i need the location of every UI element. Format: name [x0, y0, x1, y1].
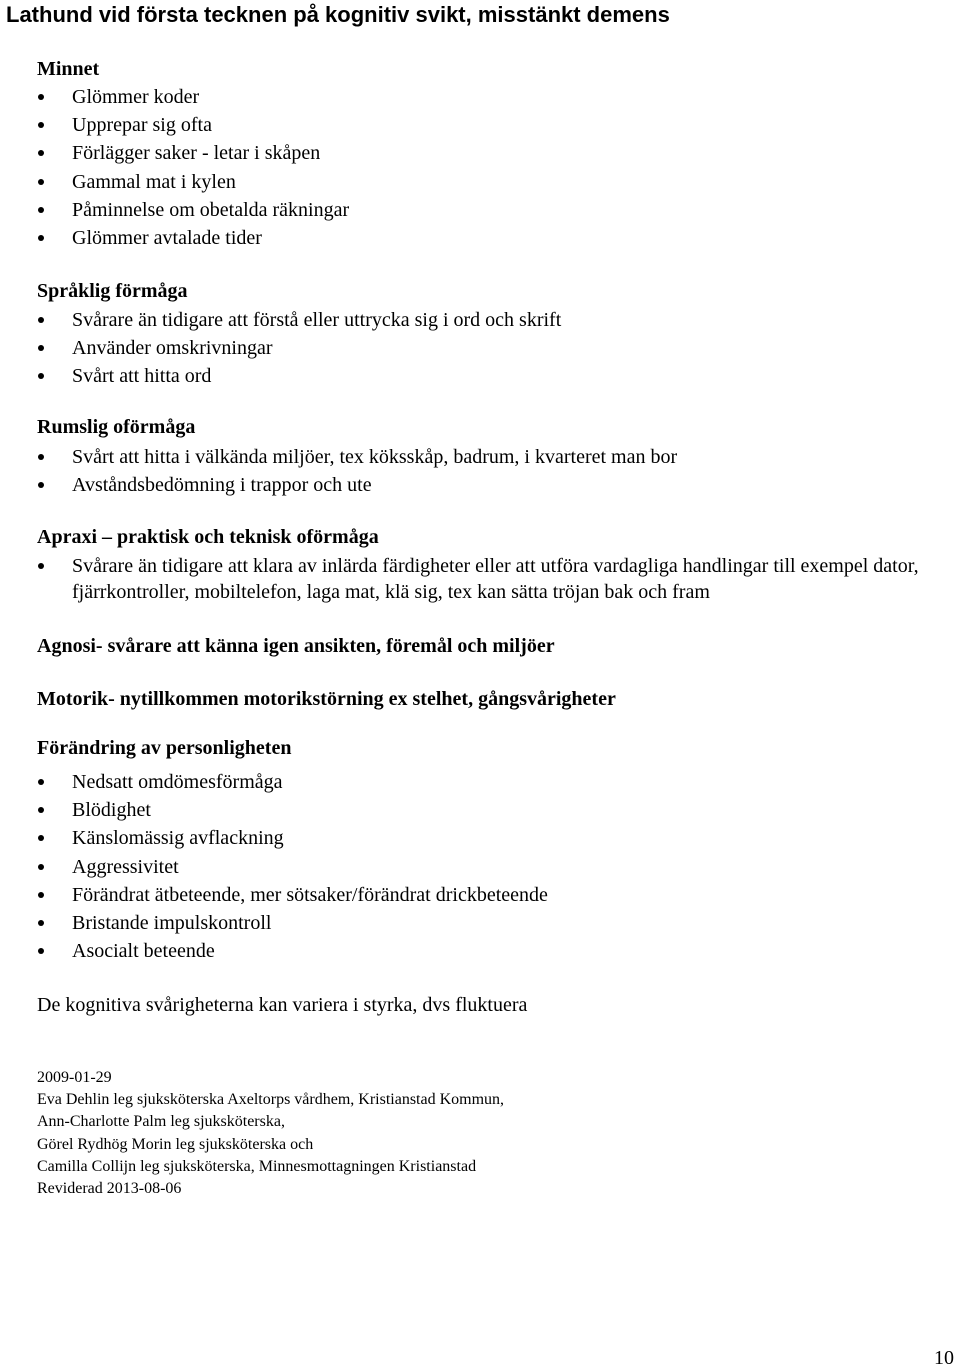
list-item: Svårt att hitta ord: [37, 362, 561, 390]
heading-agnosi: Agnosi- svårare att känna igen ansikten, föremål och miljöer: [37, 635, 555, 657]
heading-rumslig: Rumslig oförmåga: [37, 416, 196, 438]
heading-motorik: Motorik- nytillkommen motorikstörning ex stelhet, gångsvårigheter: [37, 688, 616, 710]
list-item: Blödighet: [37, 796, 548, 824]
heading-personlighet: Förändring av personligheten: [37, 737, 292, 759]
list-item: Asocialt beteende: [37, 937, 548, 965]
list-item: Nedsatt omdömesförmåga: [37, 768, 548, 796]
list-item: Aggressivitet: [37, 853, 548, 881]
footer-author-line: Camilla Collijn leg sjuksköterska, Minnesmottagningen Kristianstad: [37, 1157, 477, 1175]
list-item: Glömmer avtalade tider: [37, 224, 349, 252]
list-sprak: [37, 306, 561, 391]
list-item: Svårt att hitta i välkända miljöer, tex köksskåp, badrum, i kvarteret man bor: [37, 443, 677, 471]
list-item: Känslomässig avflackning: [37, 824, 548, 852]
list-item: Använder omskrivningar: [37, 334, 561, 362]
list-item: Förlägger saker - letar i skåpen: [37, 139, 349, 167]
list-rumslig: [37, 443, 677, 499]
heading-minnet: Minnet: [37, 58, 100, 80]
list-item: Upprepar sig ofta: [37, 111, 349, 139]
footer-author-line: Görel Rydhög Morin leg sjuksköterska och: [37, 1135, 314, 1153]
list-item: Påminnelse om obetalda räkningar: [37, 196, 349, 224]
list-item: Avståndsbedömning i trappor och ute: [37, 471, 677, 499]
list-item: Gammal mat i kylen: [37, 168, 349, 196]
list-apraxi: [37, 553, 960, 605]
heading-apraxi: Apraxi – praktisk och teknisk oförmåga: [37, 526, 379, 548]
footer-author-line: Eva Dehlin leg sjuksköterska Axeltorps vårdhem, Kristianstad Kommun,: [37, 1091, 505, 1109]
footer-date: 2009-01-29: [37, 1069, 112, 1086]
list-item: Svårare än tidigare att förstå eller uttrycka sig i ord och skrift: [37, 306, 561, 334]
list-minnet: [37, 83, 349, 252]
document-title: Lathund vid första tecknen på kognitiv svikt, misstänkt demens: [6, 2, 670, 27]
heading-sprak: Språklig förmåga: [37, 280, 188, 302]
footer: [37, 1067, 504, 1200]
footer-revision: Reviderad 2013-08-06: [37, 1180, 182, 1198]
footer-author-line: Ann-Charlotte Palm leg sjuksköterska,: [37, 1113, 285, 1131]
list-item: Glömmer koder: [37, 83, 349, 111]
list-item: Svårare än tidigare att klara av inlärda färdigheter eller att utföra vardagliga handlingar till exempel dator, fjärrkontroller, mobiltelefon, laga mat, klä sig, tex kan sätta tröjan bak och fram: [37, 553, 960, 605]
list-item: Bristande impulskontroll: [37, 909, 548, 937]
list-item: Förändrat ätbeteende, mer sötsaker/förändrat drickbeteende: [37, 881, 548, 909]
list-personlighet: [37, 768, 548, 965]
page-number: 10: [934, 1347, 954, 1369]
conclusion-text: De kognitiva svårigheterna kan variera i styrka, dvs fluktuera: [37, 994, 528, 1016]
